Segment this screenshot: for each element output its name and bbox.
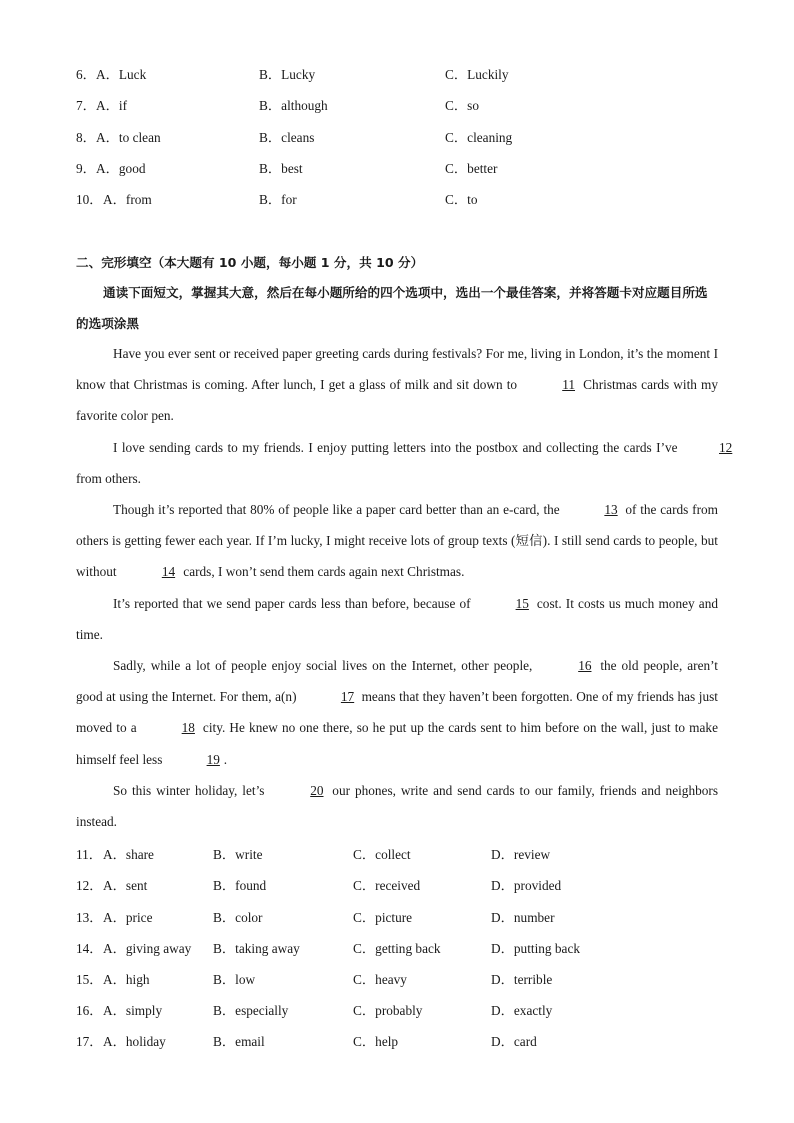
blank-14: 14 [161,564,176,580]
option-a: A．if [96,98,128,113]
option-c: C．cleaning [445,130,513,145]
option-c: C．help [353,1034,399,1049]
passage-text: our phones, write and send cards to our family, friends and neighbors instead. [76,783,718,830]
passage-text: means that they haven’t been forgotten. One of my friends has just moved to a [76,689,718,736]
blank-17: 17 [340,689,355,705]
passage-text: Though it’s reported that 80% of people like a paper card better than an e-card, the [113,502,564,517]
question-number: 9． [76,161,96,176]
passage-text: city. He knew no one there, so he put up the cards sent to him before on the wall, just to make himself feel less [76,720,718,767]
passage-text: . [223,751,228,767]
option-b: B．best [259,161,303,176]
option-a: A．share [103,847,154,862]
question-number: 10． [76,192,103,207]
passage-paragraph-1 [76,338,718,432]
blank-20: 20 [310,783,324,798]
blank-11: 11 [562,377,576,393]
question-number: 17． [76,1034,103,1049]
passage-text: So this winter holiday, let’s [113,783,270,798]
option-c: C．picture [353,910,413,925]
option-c: C．getting back [353,941,441,956]
option-a: A．high [103,972,150,987]
option-b: B．especially [213,1003,289,1018]
passage-text: Christmas cards with my favorite color pen. [76,377,718,424]
passage-paragraph-4 [76,588,718,650]
passage-text: cost. It costs us much money and time. [76,596,719,643]
option-c: C．collect [353,847,411,862]
option-a: A．simply [103,1003,163,1018]
option-b: B．low [213,972,256,987]
passage-paragraph-2 [76,432,733,494]
section-heading: 二、完形填空（本大题有 10 小题，每小题 1 分，共 10 分） [76,255,424,270]
passage-text: Have you ever sent or received paper greeting cards during festivals? For me, living in London, it’s the moment I know that Christmas is coming. After lunch, I get a glass of milk and sit down to [76,346,718,393]
passage-text: the old people, aren’t good at using the Internet. For them, a(n) [76,658,718,705]
option-a: A．price [103,910,153,925]
option-d: D．exactly [491,1003,553,1018]
option-c: C．Luckily [445,67,509,82]
option-c: C．better [445,161,498,176]
option-c: C．heavy [353,972,407,987]
option-b: B．Lucky [259,67,316,82]
passage-text: of the cards from others is getting fewer each year. If I’m lucky, I might receive lots of group texts (短信). I still send cards to people, but without [76,502,718,580]
passage-paragraph-6 [76,775,718,837]
question-number: 15． [76,972,103,987]
option-a: A．Luck [96,67,147,82]
option-d: D．provided [491,878,562,893]
option-d: D．number [491,910,555,925]
option-d: D．review [491,847,551,862]
passage-paragraph-5 [76,650,718,775]
question-number: 16． [76,1003,103,1018]
passage-text: cards, I won’t send them cards again next Christmas. [179,564,465,580]
question-number: 11． [76,847,103,862]
blank-18: 18 [181,720,195,736]
option-b: B．email [213,1034,265,1049]
blank-16: 16 [578,658,592,673]
question-number: 12． [76,878,103,893]
option-a: A．holiday [103,1034,166,1049]
section-instructions: 通读下面短文，掌握其大意，然后在每小题所给的四个选项中，选出一个最佳答案，并将答题卡对应题目所选的选项涂黑 [76,285,708,332]
question-number: 8． [76,130,96,145]
option-a: A．from [103,192,152,207]
passage-text: I love sending cards to my friends. I enjoy putting letters into the postbox and collecting the cards I’ve [113,440,682,455]
question-number: 6． [76,67,96,82]
option-c: C．to [445,192,478,207]
option-c: C．received [353,878,421,893]
passage-text: from others. [76,471,141,487]
option-b: B．although [259,98,328,113]
option-c: C．so [445,98,479,113]
passage-text: Sadly, while a lot of people enjoy social lives on the Internet, other people, [113,658,538,673]
option-a: A．sent [103,878,148,893]
question-number: 13． [76,910,103,925]
option-b: B．write [213,847,263,862]
blank-13: 13 [604,502,618,517]
option-b: B．color [213,910,263,925]
blank-19: 19 [206,751,220,767]
blank-12: 12 [719,440,733,455]
option-a: A．to clean [96,130,161,145]
option-a: A．giving away [103,941,192,956]
passage-paragraph-3 [76,494,718,588]
question-number: 14． [76,941,103,956]
blank-15: 15 [515,596,529,611]
passage-text: It’s reported that we send paper cards less than before, because of [113,596,475,611]
option-d: D．terrible [491,972,553,987]
option-b: B．cleans [259,130,315,145]
option-b: B．for [259,192,297,207]
option-b: B．found [213,878,267,893]
option-a: A．good [96,161,146,176]
option-b: B．taking away [213,941,300,956]
option-d: D．card [491,1034,537,1049]
question-number: 7． [76,98,96,113]
option-d: D．putting back [491,941,581,956]
option-c: C．probably [353,1003,423,1018]
